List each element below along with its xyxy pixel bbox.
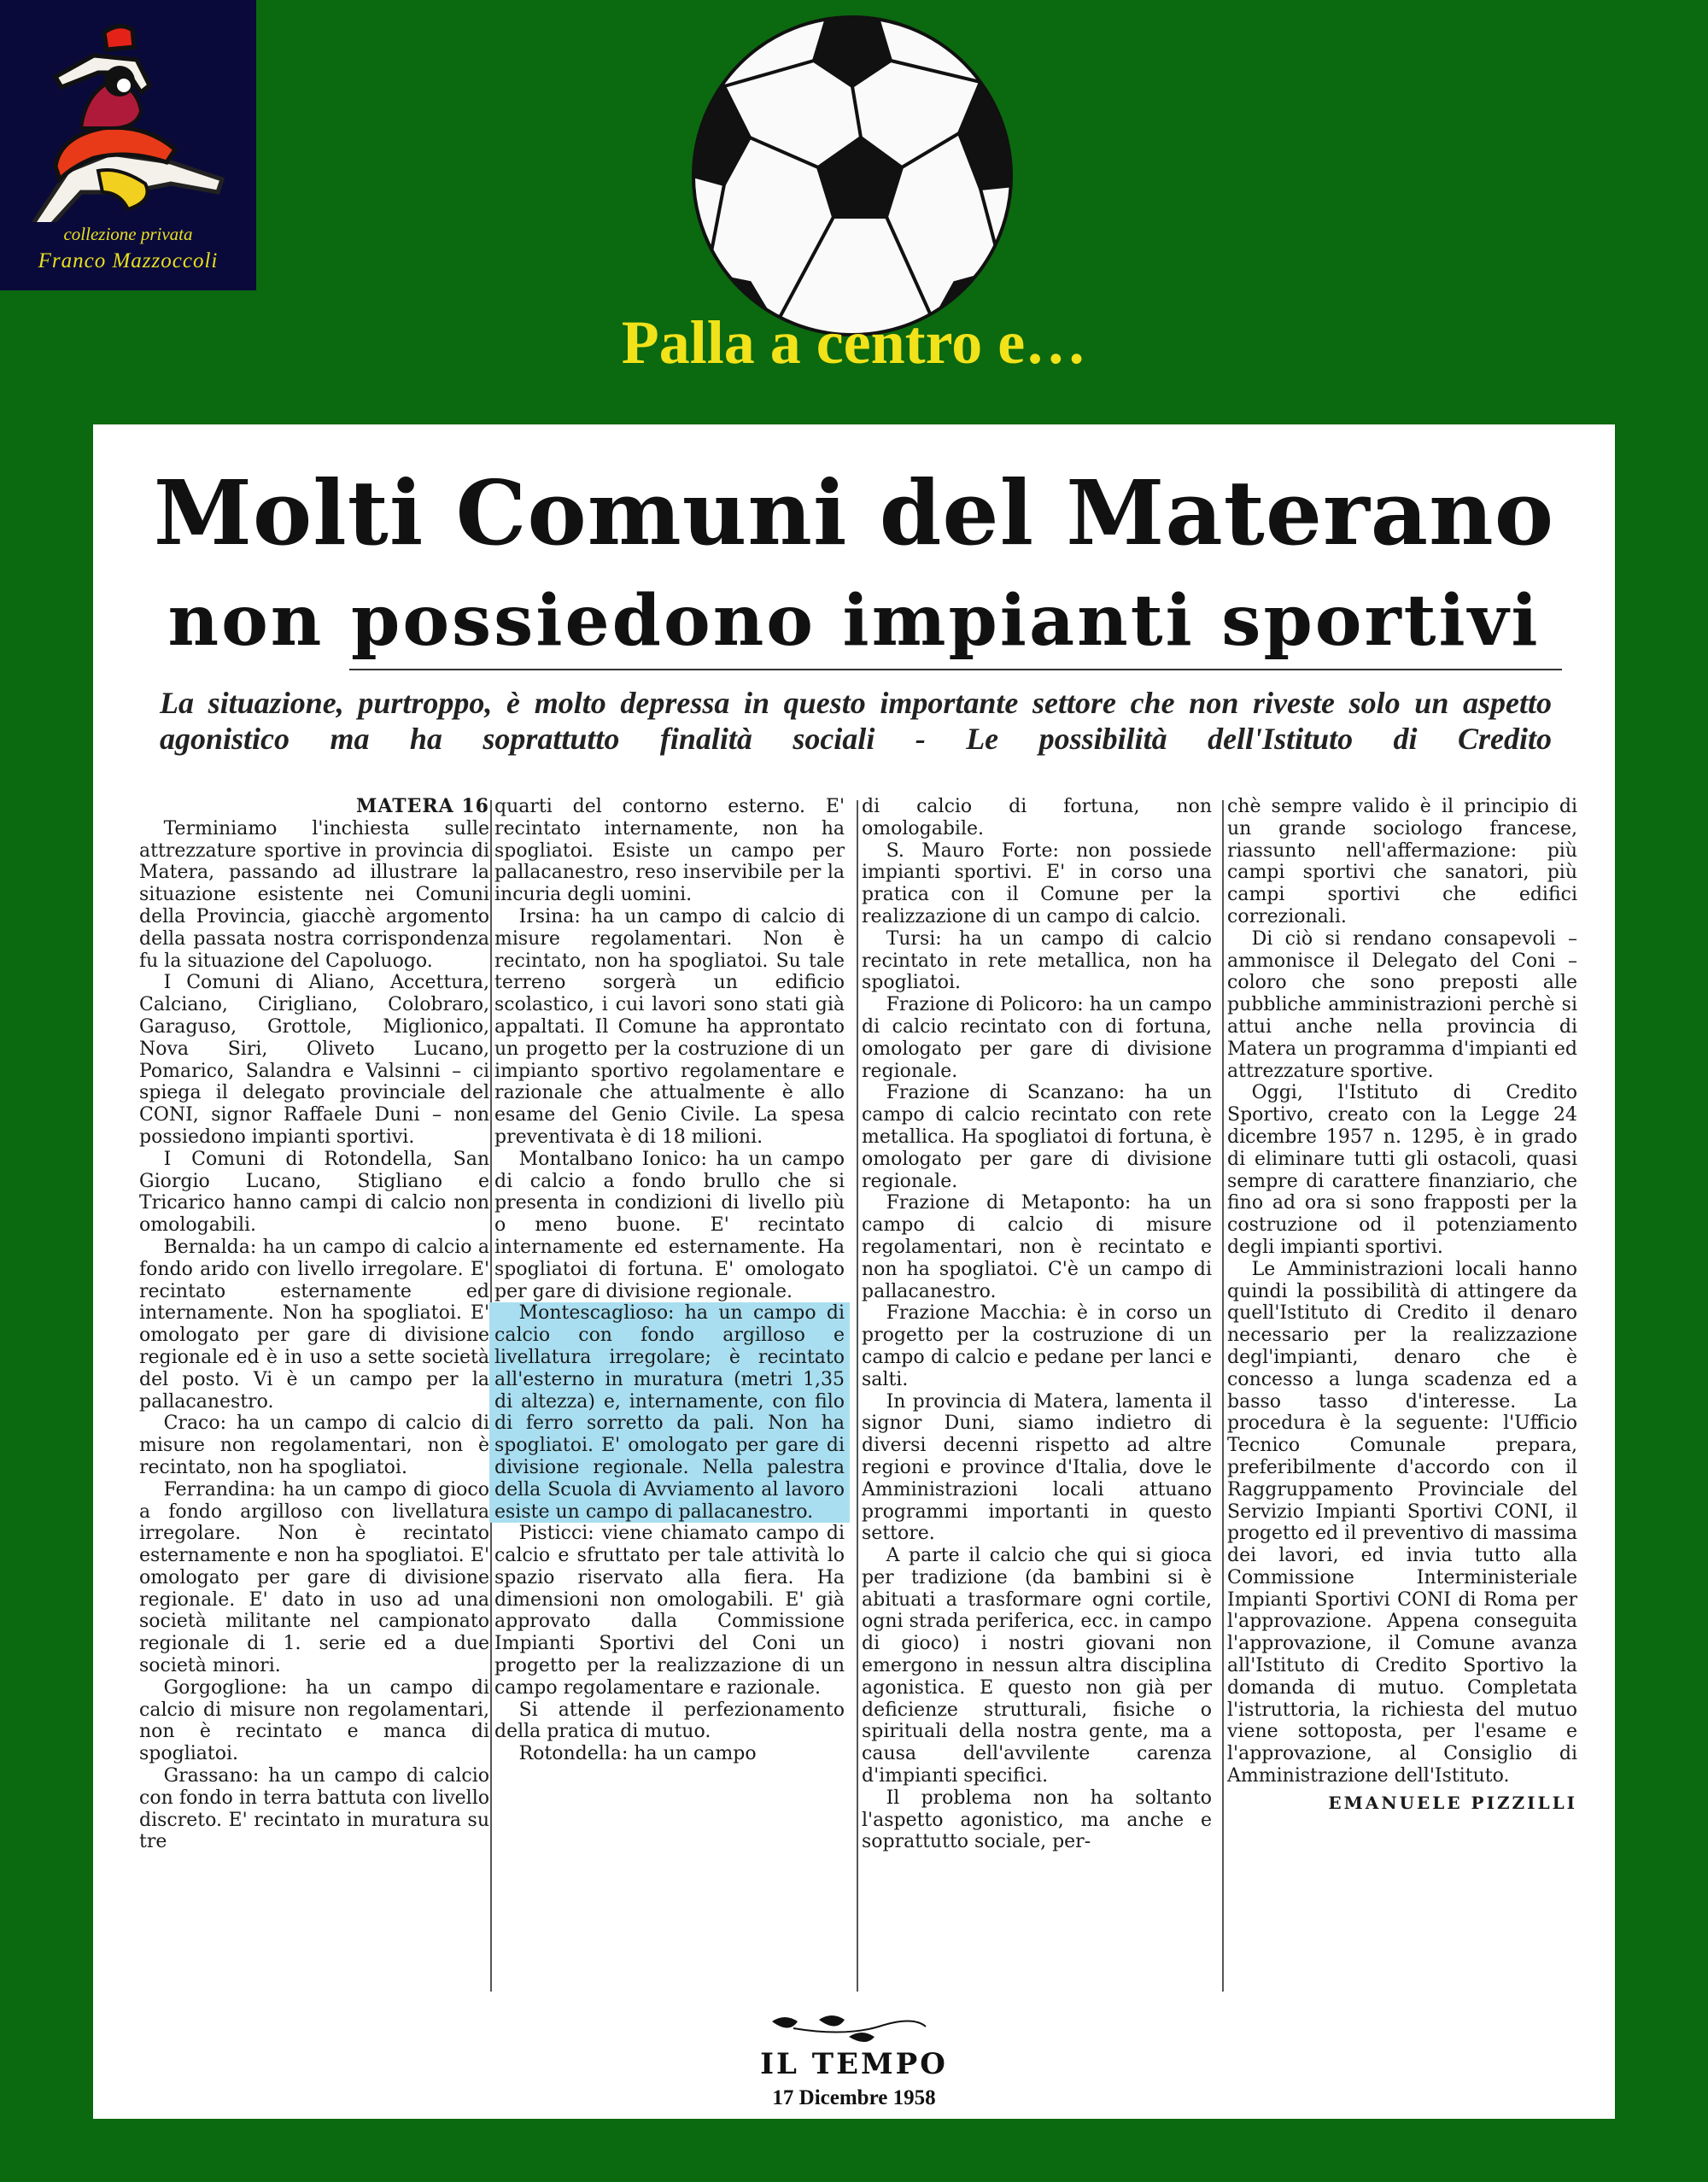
column-divider bbox=[857, 800, 858, 1992]
article-subtitle: La situazione, purtroppo, è molto depressa in questo importante settore che non riveste solo un aspetto agonistico ma ha soprattutto finalità sociali - Le possibilità dell'Istituto di Credito bbox=[160, 686, 1552, 756]
article-paragraph: Gorgoglione: ha un campo di calcio di misure non regolamentari, non è recintato e manca di spogliatoi. bbox=[139, 1676, 489, 1765]
banner-title: Palla a centro e… bbox=[621, 308, 1087, 377]
leaf-ornament-icon bbox=[768, 2011, 939, 2045]
dancer-figure-icon bbox=[0, 0, 256, 222]
article-paragraph: Frazione di Metaponto: ha un campo di calcio di misure regolamentari, non è recintato e non ha spogliatoi. C'è un campo di pallacanestro. bbox=[862, 1192, 1212, 1302]
article-paragraph: Frazione Macchia: è in corso un progetto per la costruzione di un campo di calcio e pedane per lanci e salti. bbox=[862, 1302, 1212, 1390]
article-paragraph: Craco: ha un campo di calcio di misure non regolamentari, non è recintato, non ha spogliatoi. bbox=[139, 1413, 489, 1478]
headline-line-1: Molti Comuni del Materano bbox=[153, 460, 1555, 565]
article-paragraph: chè sempre valido è il principio di un grande sociologo francese, riassunto nell'affermazione: più campi sportivi che sanatori, più campi sportivi che edifici correzionali. bbox=[1227, 796, 1577, 927]
logo-caption: collezione privata bbox=[63, 224, 193, 244]
article-paragraph: S. Mauro Forte: non possiede impianti sportivi. E' in corso una pratica con il Comune per la realizzazione di un campo di calcio. bbox=[862, 839, 1212, 927]
article-column-1 bbox=[139, 796, 489, 1853]
article-paragraph: Grassano: ha un campo di calcio con fondo in terra battuta con livello discreto. E' recintato in muratura su tre bbox=[139, 1765, 489, 1853]
article-paragraph: Oggi, l'Istituto di Credito Sportivo, creato con la Legge 24 dicembre 1957 n. 1295, è in grado di eliminare tutti gli ostacoli, quasi sempre di carattere finanziario, che fino ad ora si sono frapposti per la costruzione od il potenziamento degli impianti sportivi. bbox=[1227, 1082, 1577, 1258]
article-paragraph: I Comuni di Aliano, Accettura, Calciano, Cirigliano, Colobraro, Garaguso, Grottole, Miglionico, Nova Siri, Oliveto Lucano, Pomarico, Salandra e Valsinni – ci spiega il delegato provinciale del CONI, signor Raffaele Duni – non possiedono impianti sportivi. bbox=[139, 972, 489, 1148]
article-paragraph: Rotondella: ha un campo bbox=[518, 1743, 757, 1765]
column-divider bbox=[1222, 800, 1224, 1992]
article-paragraph: Montalbano Ionico: ha un campo di calcio a fondo brullo che si presenta in condizioni di livello più o meno buone. E' recintato internamente ed esternamente. Ha spogliatoi di fortuna. E' omologato per gare di divisione regionale. bbox=[494, 1148, 845, 1302]
article-paragraph: Bernalda: ha un campo di calcio a fondo arido con livello irregolare. E' recintato esternamente ed internamente. Non ha spogliatoi. E' omologato per gare di divisione regionale ed è in uso a sette società del posto. Vi è un campo per la pallacanestro. bbox=[139, 1236, 489, 1413]
dateline: MATERA 16 bbox=[356, 795, 489, 817]
headline-rule bbox=[349, 669, 1562, 670]
article-paragraph: Terminiamo l'inchiesta sulle attrezzature sportive in provincia di Matera, passando ad illustrare la situazione esistente nei Comuni della Provincia, giacchè argomento della passata nostra corrispondenza fu la situazione del Capoluogo. bbox=[139, 817, 489, 972]
article-paragraph: di calcio di fortuna, non omologabile. bbox=[862, 796, 1212, 839]
article-column-3 bbox=[862, 796, 1212, 1853]
article-column-2 bbox=[494, 796, 845, 1765]
newspaper-name: IL TEMPO bbox=[760, 2047, 948, 2081]
article-column-4 bbox=[1227, 796, 1577, 1815]
article-paragraph: Irsina: ha un campo di calcio di misure regolamentari. Non è recintato, non ha spogliatoi. Su tale terreno sorgerà un edificio scolastico, i cui lavori sono stati già appaltati. Il Comune ha approntato un progetto per la costruzione di un impianto sportivo regolamentare e razionale che attualmente è allo esame del Genio Civile. La spesa preventivata è di 18 milioni. bbox=[494, 905, 845, 1148]
article-paragraph: Frazione di Policoro: ha un campo di calcio recintato con di fortuna, omologato per gare di divisione regionale. bbox=[862, 994, 1212, 1082]
article-paragraph: I Comuni di Rotondella, San Giorgio Lucano, Stigliano e Tricarico hanno campi di calcio non omologabili. bbox=[139, 1148, 489, 1237]
headline-line-2: non possiedono impianti sportivi bbox=[167, 580, 1541, 662]
article-paragraph: Si attende il perfezionamento della pratica di mutuo. bbox=[494, 1699, 845, 1743]
soccer-ball-icon bbox=[688, 12, 1016, 340]
byline: EMANUELE PIZZILLI bbox=[1328, 1792, 1577, 1813]
collection-logo bbox=[0, 0, 256, 290]
article-paragraph: Tursi: ha un campo di calcio recintato in rete metallica, non ha spogliatoi. bbox=[862, 927, 1212, 994]
article-paragraph: In provincia di Matera, lamenta il signor Duni, siamo indietro di diversi decenni rispetto ad altre regioni e province d'Italia, dove le Amministrazioni locali attuano programmi importanti in questo settore. bbox=[862, 1390, 1212, 1545]
article-paragraph: Pisticci: viene chiamato campo di calcio e sfruttato per tale attività lo spazio riservato alla fiera. Ha dimensioni non omologabili. E' già approvato dalla Commissione Impianti Sportivi del Coni un progetto per la realizzazione di un campo regolamentare e razionale. bbox=[494, 1523, 845, 1699]
newspaper-clipping bbox=[93, 424, 1615, 2119]
publication-date: 17 Dicembre 1958 bbox=[772, 2086, 936, 2109]
highlighted-paragraph: Montescaglioso: ha un campo di calcio con fondo argilloso e livellatura irregolare; è recintato all'esterno in muratura (metri 1,35 di altezza) e, internamente, con filo di ferro sorretto da pali. Non ha spogliatoi. E' omologato per gare di divisione regionale. Nella palestra della Scuola di Avviamento al lavoro esiste un campo di pallacanestro. bbox=[489, 1302, 850, 1523]
article-paragraph: Ferrandina: ha un campo di gioco a fondo argilloso con livellatura irregolare. Non è recintato esternamente e non ha spogliatoi. E' omologato per gare di divisione regionale. E' dato in uso ad una società militante nel campionato regionale di 1. serie ed a due società minori. bbox=[139, 1478, 489, 1677]
article-paragraph: A parte il calcio che qui si gioca per tradizione (da bambini si è abituati a trasformare ogni cortile, ogni strada periferica, ecc. in campo di gioco) i nostri giovani non emergono in nessun altra disciplina agonistica. E questo non già per deficienze strutturali, fisiche o spirituali della nostra gente, ma a causa dell'avvilente carenza d'impianti specifici. bbox=[862, 1545, 1212, 1787]
article-paragraph: Le Amministrazioni locali hanno quindi la possibilità di attingere da quell'Istituto di Credito il denaro necessario per la realizzazione degl'impianti, denaro che è concesso a lunga scadenza ed a basso tasso d'interesse. La procedura è la seguente: l'Ufficio Tecnico Comunale prepara, preferibilmente d'accordo con il Raggruppamento Provinciale del Servizio Impianti Sportivi CONI, il progetto ed il preventivo di massima dei lavori, ed invia tutto alla Commissione Interministeriale Impianti Sportivi CONI di Roma per l'approvazione. Appena conseguita l'approvazione, il Comune avanza all'Istituto di Credito Sportivo la domanda di mutuo. Completata l'istruttoria, la richiesta del mutuo viene sottoposta, per l'esame e l'approvazione, al Consiglio di Amministrazione dell'Istituto. bbox=[1227, 1258, 1577, 1787]
logo-owner-name: Franco Mazzoccoli bbox=[38, 249, 219, 272]
article-paragraph: Frazione di Scanzano: ha un campo di calcio recintato con rete metallica. Ha spogliatoi di fortuna, è omologato per gare di divisione regionale. bbox=[862, 1082, 1212, 1192]
article-paragraph: quarti del contorno esterno. E' recintato internamente, non ha spogliatoi. Esiste un campo per pallacanestro, reso inservibile per la incuria degli uomini. bbox=[494, 796, 845, 906]
article-paragraph: Il problema non ha soltanto l'aspetto agonistico, ma anche e soprattutto sociale, per- bbox=[862, 1787, 1212, 1853]
article-paragraph: Di ciò si rendano consapevoli – ammonisce il Delegato del Coni – coloro che sono preposti alle pubbliche amministrazioni perchè si attui anche nella provincia di Matera un programma d'impianti ed attrezzature sportive. bbox=[1227, 927, 1577, 1082]
